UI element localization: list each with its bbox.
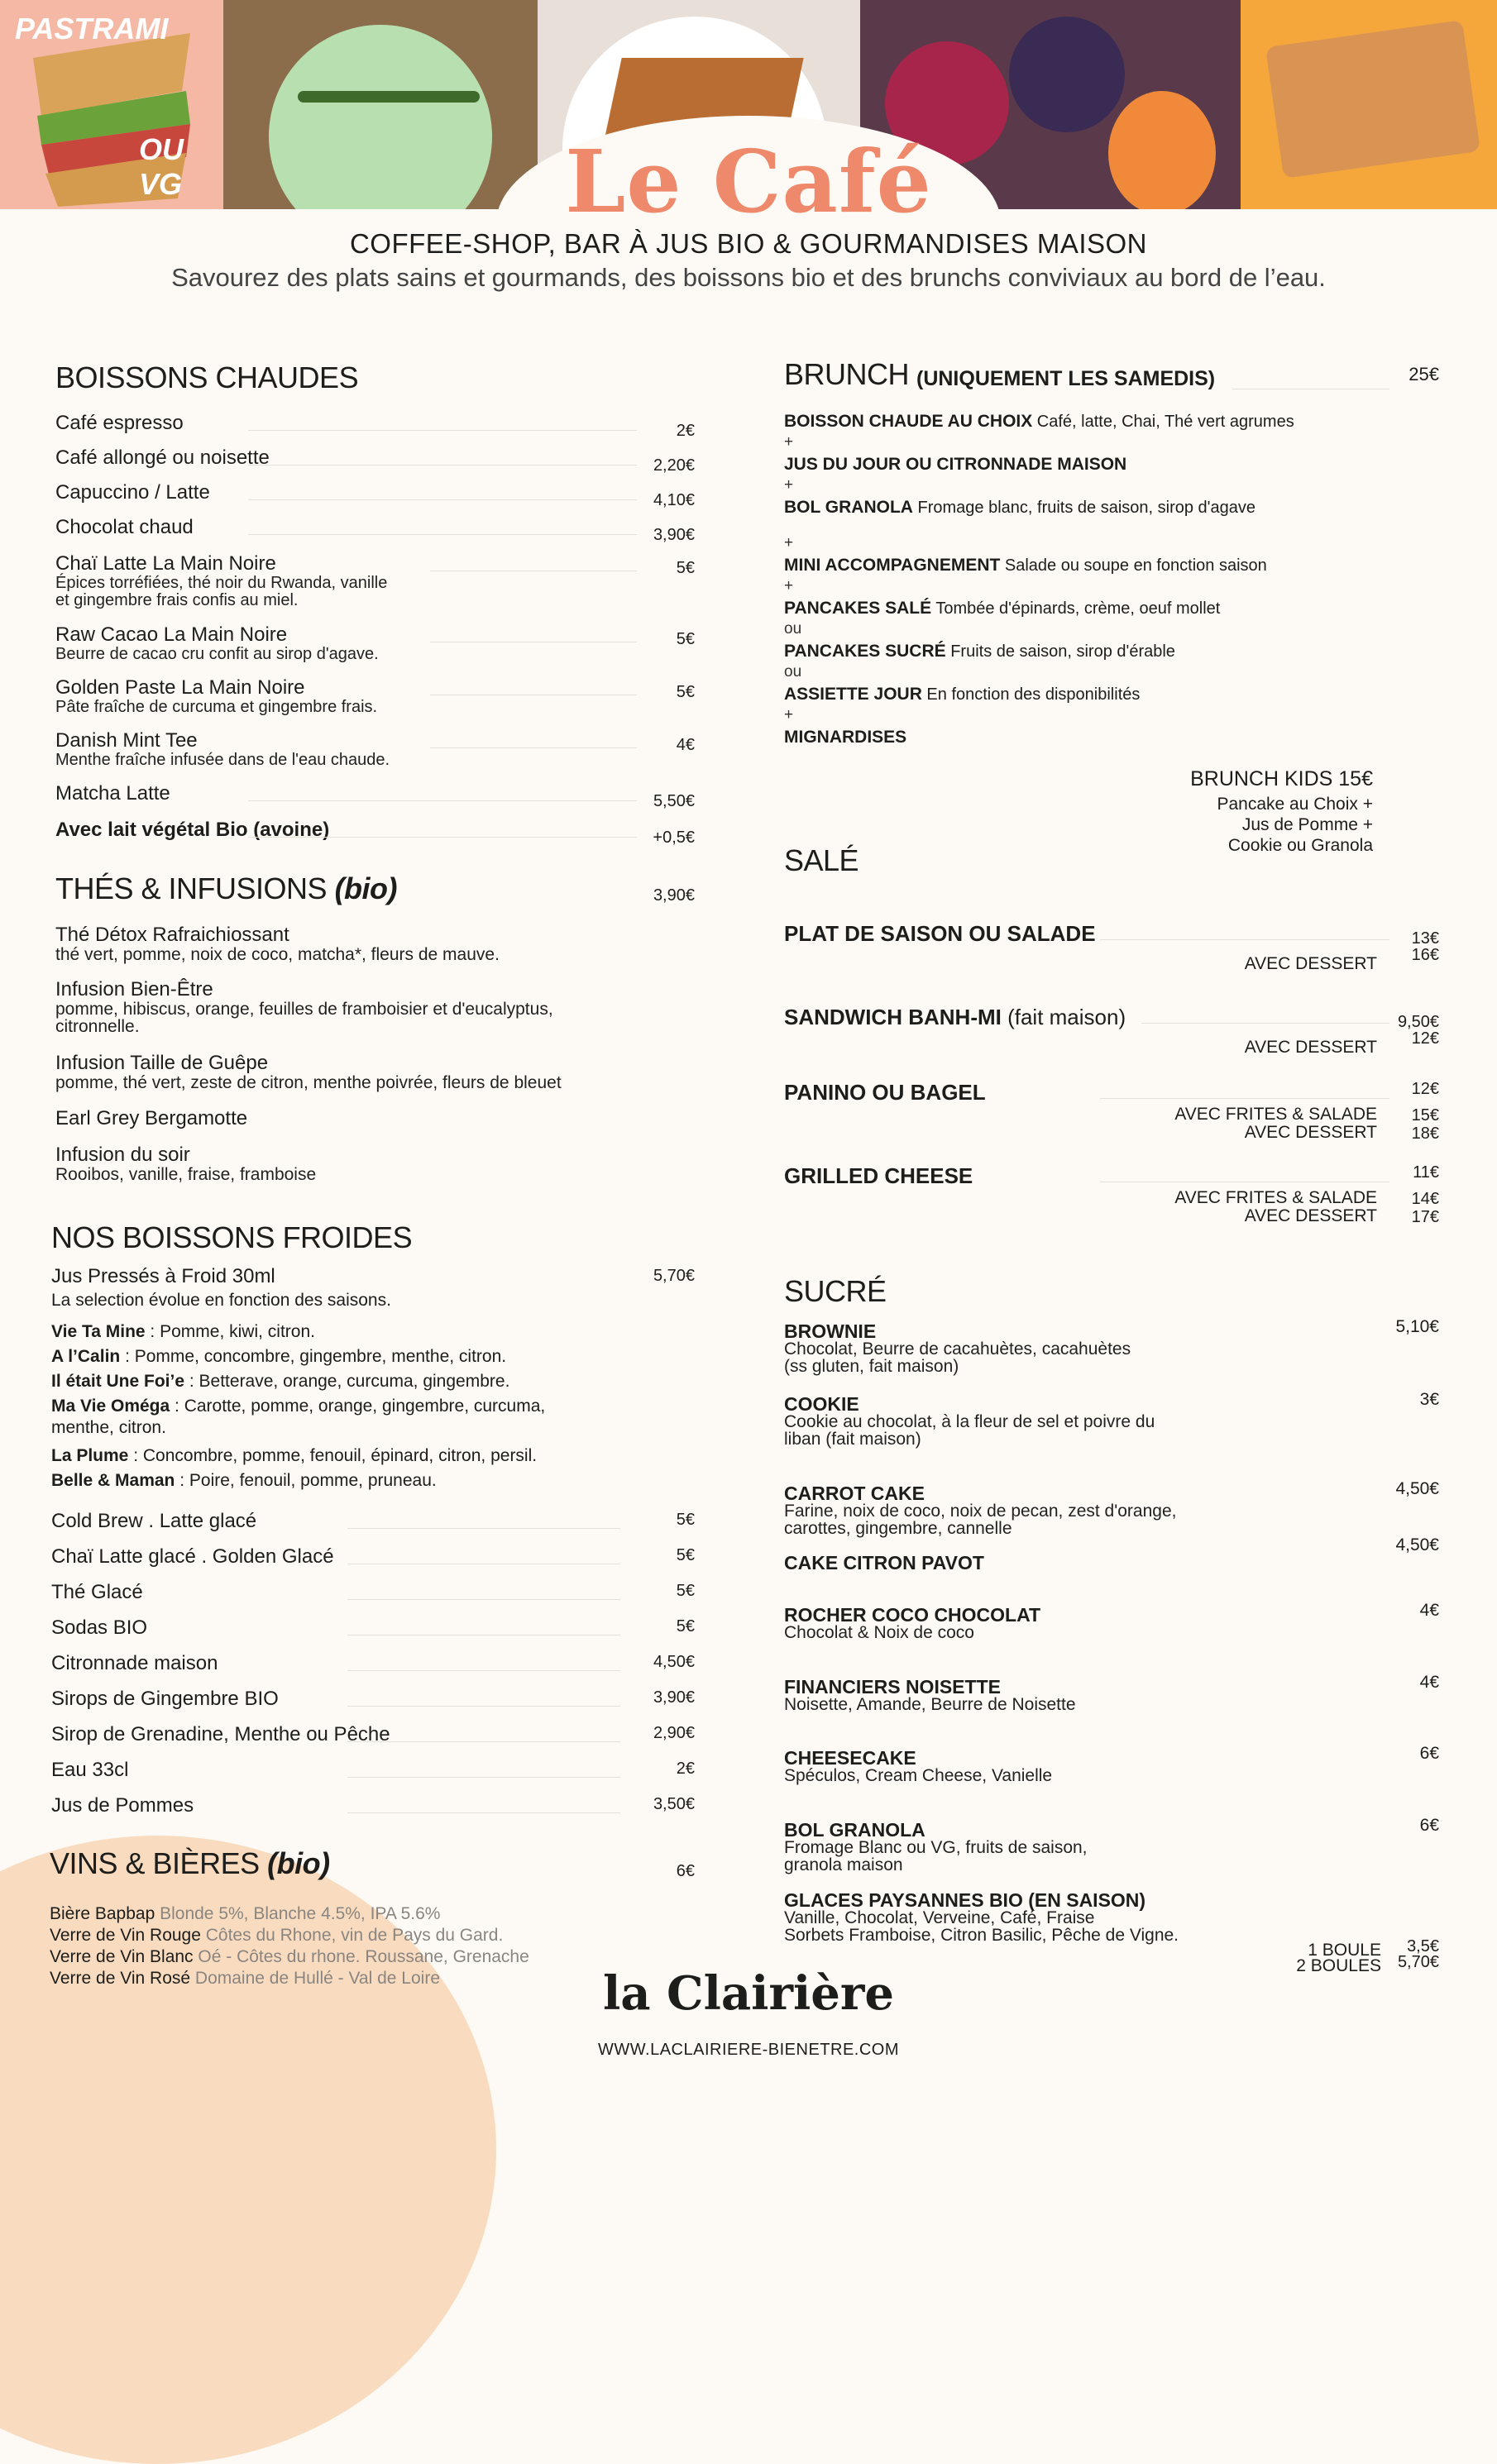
- sucre-item-name: CARROT CAKE: [784, 1483, 925, 1504]
- cold-item-name: Eau 33cl: [51, 1759, 129, 1781]
- sucre-item-name: CAKE CITRON PAVOT: [784, 1552, 984, 1573]
- sale-item-name: PLAT DE SAISON OU SALADE: [784, 921, 1096, 946]
- brunch-separator: ou: [784, 663, 802, 680]
- juice-item-desc: : Carotte, pomme, orange, gingembre, curcuma, menthe, citron.: [51, 1397, 546, 1437]
- sale-item-name: PANINO OU BAGEL: [784, 1080, 986, 1105]
- teas-bio-label: (bio): [334, 871, 398, 905]
- sucre-item-price: 6€: [1419, 1744, 1439, 1763]
- sale-item-price: 9,50€: [1397, 1013, 1439, 1031]
- hot-item-name: Avec lait végétal Bio (avoine): [55, 819, 330, 841]
- cold-item-price: 5€: [676, 1582, 695, 1600]
- teas-price: 3,90€: [653, 886, 695, 905]
- brunch-line-name: PANCAKES SALÉ: [784, 599, 932, 618]
- hot-item-desc: Épices torréfiées, thé noir du Rwanda, vanille et gingembre frais confis au miel.: [55, 574, 388, 609]
- brunch-line-name: MINI ACCOMPAGNEMENT: [784, 556, 1001, 575]
- brunch-line-name: ASSIETTE JOUR: [784, 685, 922, 704]
- cold-item-name: Thé Glacé: [51, 1581, 143, 1603]
- tea-item-desc: pomme, hibiscus, orange, feuilles de framboisier et d'eucalyptus, citronnelle.: [55, 1000, 553, 1036]
- tea-item-name: Infusion Bien-Être: [55, 978, 213, 1000]
- brunch-line-name: BOISSON CHAUDE AU CHOIX: [784, 412, 1033, 431]
- brunch-line-name: PANCAKES SUCRÉ: [784, 642, 946, 661]
- tea-item-name: Thé Détox Rafraichiossant: [55, 924, 289, 946]
- juice-item-name: La Plume: [51, 1446, 129, 1465]
- cold-item-price: 4,50€: [653, 1653, 695, 1671]
- sucre-item-name: FINANCIERS NOISETTE: [784, 1676, 1001, 1698]
- sucre-item-desc: Cookie au chocolat, à la fleur de sel et poivre du liban (fait maison): [784, 1412, 1155, 1449]
- hot-item-name: Chocolat chaud: [55, 516, 194, 538]
- sale-heading: SALÉ: [784, 843, 859, 877]
- brunch-kids-line: Pancake au Choix +: [1217, 795, 1373, 814]
- hot-item-price: 2,20€: [653, 456, 695, 475]
- brunch-line: [784, 599, 1220, 618]
- hot-item-price: 5€: [676, 630, 695, 648]
- brunch-separator: +: [784, 534, 794, 552]
- sucre-item-price: 4,50€: [1395, 1535, 1439, 1554]
- juice-name: Jus Pressés à Froid 30ml: [51, 1265, 275, 1287]
- hot-item-price: +0,5€: [653, 828, 695, 847]
- sucre-item-desc: Chocolat & Noix de coco: [784, 1623, 974, 1642]
- cold-item-price: 5€: [676, 1546, 695, 1564]
- sale-item: [784, 1005, 1126, 1030]
- sale-item-price: 13€: [1411, 929, 1439, 948]
- sucre-item-desc: Chocolat, Beurre de cacahuètes, cacahuètes (ss gluten, fait maison): [784, 1339, 1131, 1376]
- sucre-item-price: 5,10€: [1395, 1317, 1439, 1336]
- sucre-item-price: 4,50€: [1395, 1479, 1439, 1498]
- juice-item: [51, 1321, 614, 1343]
- sucre-item-name: BOL GRANOLA: [784, 1819, 925, 1841]
- scoop-price: 5,70€: [1397, 1953, 1439, 1971]
- sale-item-name: GRILLED CHEESE: [784, 1163, 973, 1188]
- sucre-item-name: COOKIE: [784, 1393, 859, 1415]
- juice-item-name: Il était Une Foi’e: [51, 1372, 185, 1391]
- sucre-item-price: 4€: [1419, 1673, 1439, 1692]
- wine-item-desc: Domaine de Hullé - Val de Loire: [190, 1969, 440, 1988]
- wine-item-name: Verre de Vin Blanc: [50, 1947, 194, 1966]
- wine-item-name: Bière Bapbap: [50, 1904, 155, 1923]
- brunch-separator: ou: [784, 620, 802, 637]
- sale-item-price: 18€: [1411, 1125, 1439, 1143]
- wine-item-name: Verre de Vin Rosé: [50, 1969, 191, 1988]
- cold-item-price: 2€: [676, 1760, 695, 1778]
- wine-item-name: Verre de Vin Rouge: [50, 1926, 201, 1945]
- hot-item-name: Café allongé ou noisette: [55, 446, 270, 469]
- sale-item-price: 17€: [1411, 1208, 1439, 1226]
- hot-item-price: 4,10€: [653, 491, 695, 509]
- brunch-line: [784, 685, 1140, 704]
- wines-price: 6€: [676, 1862, 695, 1880]
- hot-item-price: 3,90€: [653, 526, 695, 544]
- sale-item-option: AVEC DESSERT: [1244, 1123, 1377, 1142]
- wine-item-desc: Blonde 5%, Blanche 4.5%, IPA 5.6%: [155, 1904, 441, 1923]
- wine-item: [50, 1904, 440, 1924]
- sale-item: [784, 1080, 986, 1105]
- cold-item-name: Chaï Latte glacé . Golden Glacé: [51, 1545, 334, 1568]
- wine-item: [50, 1969, 440, 1989]
- juice-item-desc: : Poire, fenouil, pomme, pruneau.: [175, 1471, 437, 1490]
- wines-heading: VINS & BIÈRES (bio): [50, 1846, 330, 1880]
- cold-item-price: 5€: [676, 1511, 695, 1529]
- cold-item-name: Sodas BIO: [51, 1616, 148, 1639]
- sale-item-option: AVEC FRITES & SALADE: [1174, 1105, 1377, 1124]
- sale-item-option: AVEC DESSERT: [1244, 1038, 1377, 1057]
- wine-item: [50, 1947, 529, 1967]
- sale-item-price: 16€: [1411, 946, 1439, 964]
- cold-item-price: 3,50€: [653, 1795, 695, 1813]
- brunch-line-desc: Tombée d'épinards, crème, oeuf mollet: [931, 599, 1221, 618]
- juice-item-desc: : Pomme, concombre, gingembre, menthe, citron.: [120, 1347, 507, 1366]
- juice-item-desc: : Betterave, orange, curcuma, gingembre.: [184, 1372, 510, 1391]
- juice-item-name: Vie Ta Mine: [51, 1322, 146, 1341]
- sale-item-option: AVEC FRITES & SALADE: [1174, 1188, 1377, 1207]
- juice-item-desc: : Concombre, pomme, fenouil, épinard, citron, persil.: [128, 1446, 538, 1465]
- sucre-item-price: 4€: [1419, 1601, 1439, 1620]
- sale-item-price: 15€: [1411, 1106, 1439, 1125]
- sucre-item-desc: Fromage Blanc ou VG, fruits de saison, granola maison: [784, 1838, 1088, 1874]
- cold-item-name: Sirops de Gingembre BIO: [51, 1688, 279, 1710]
- sale-item: [784, 921, 1096, 947]
- sucre-item-desc: Farine, noix de coco, noix de pecan, zest d'orange, carottes, gingembre, cannelle: [784, 1502, 1177, 1538]
- hot-item-name: Capuccino / Latte: [55, 481, 210, 504]
- brunch-line-desc: En fonction des disponibilités: [921, 685, 1141, 704]
- juice-desc: La selection évolue en fonction des saisons.: [51, 1291, 391, 1310]
- brunch-line-desc: Salade ou soupe en fonction saison: [1000, 556, 1267, 575]
- scoop-price: 3,5€: [1407, 1937, 1439, 1955]
- brunch-kids-line: Cookie ou Granola: [1227, 836, 1373, 855]
- badge-bottom-text: OU VG: [139, 132, 184, 201]
- cold-item-price: 3,90€: [653, 1688, 695, 1707]
- sale-item-price: 14€: [1411, 1190, 1439, 1208]
- brunch-price: 25€: [1409, 364, 1439, 384]
- cold-item-name: Cold Brew . Latte glacé: [51, 1510, 257, 1532]
- sale-item-option: AVEC DESSERT: [1244, 954, 1377, 973]
- juice-item-name: Ma Vie Oméga: [51, 1397, 170, 1416]
- juice-item: [51, 1396, 614, 1439]
- sale-item-price: 11€: [1413, 1163, 1439, 1182]
- sale-item-extra: (fait maison): [1001, 1005, 1126, 1029]
- brunch-line: [784, 642, 1175, 661]
- sale-item-option: AVEC DESSERT: [1244, 1206, 1377, 1225]
- scoop-label: 1 BOULE: [1308, 1941, 1381, 1960]
- brunch-line-name: MIGNARDISES: [784, 728, 907, 747]
- sucre-heading: SUCRÉ: [784, 1274, 887, 1308]
- sucre-item-name: CHEESECAKE: [784, 1747, 916, 1769]
- hot-item-price: 5€: [676, 683, 695, 701]
- sucre-item-price: 3€: [1419, 1390, 1439, 1409]
- tea-item-desc: Rooibos, vanille, fraise, framboise: [55, 1165, 317, 1184]
- sucre-item-desc: Spéculos, Cream Cheese, Vanielle: [784, 1766, 1053, 1785]
- scoop-label: 2 BOULES: [1296, 1956, 1381, 1975]
- brunch-note: (UNIQUEMENT LES SAMEDIS): [916, 367, 1216, 390]
- tea-item-desc: pomme, thé vert, zeste de citron, menthe poivrée, fleurs de bleuet: [55, 1073, 562, 1092]
- tea-item-name: Infusion du soir: [55, 1144, 190, 1166]
- hot-drinks-heading: BOISSONS CHAUDES: [55, 361, 359, 394]
- hot-item-desc: Pâte fraîche de curcuma et gingembre frais.: [55, 698, 378, 716]
- sucre-item-desc: Noisette, Amande, Beurre de Noisette: [784, 1695, 1076, 1714]
- brunch-separator: +: [784, 706, 794, 723]
- cold-item-price: 2,90€: [653, 1724, 695, 1742]
- wines-bio-label: (bio): [267, 1846, 330, 1880]
- juice-item-name: Belle & Maman: [51, 1471, 175, 1490]
- tagline: Savourez des plats sains et gourmands, des boissons bio et des brunchs conviviaux au bord de l’eau.: [171, 263, 1326, 292]
- sucre-item-name: BROWNIE: [784, 1320, 877, 1342]
- tea-item-desc: thé vert, pomme, noix de coco, matcha*, fleurs de mauve.: [55, 945, 500, 964]
- brunch-separator: +: [784, 433, 794, 451]
- cold-item-name: Citronnade maison: [51, 1652, 218, 1674]
- hot-item-name: Golden Paste La Main Noire: [55, 676, 305, 699]
- hot-item-name: Café espresso: [55, 412, 184, 434]
- brunch-line: [784, 556, 1267, 575]
- juice-item: [51, 1346, 614, 1368]
- juice-item-name: A l’Calin: [51, 1347, 121, 1366]
- brunch-line-desc: Fruits de saison, sirop d'érable: [945, 642, 1175, 661]
- tea-item-name: Earl Grey Bergamotte: [55, 1107, 248, 1129]
- teas-heading: THÉS & INFUSIONS (bio): [55, 871, 398, 905]
- brunch-kids-line: Jus de Pomme +: [1241, 815, 1373, 834]
- juice-item: [51, 1371, 614, 1392]
- juice-price: 5,70€: [653, 1267, 695, 1285]
- wine-item-desc: Côtes du Rhone, vin de Pays du Gard.: [200, 1926, 504, 1945]
- hot-item-price: 4€: [676, 736, 695, 754]
- sucre-item-price: 6€: [1419, 1816, 1439, 1835]
- footer-website[interactable]: WWW.LACLAIRIERE-BIENETRE.COM: [597, 2041, 900, 2059]
- sale-item-price: 12€: [1411, 1080, 1439, 1098]
- brunch-line: [784, 412, 1294, 432]
- badge-top-text: PASTRAMI: [15, 12, 169, 45]
- brunch-line-name: BOL GRANOLA: [784, 498, 913, 517]
- cold-item-name: Sirop de Grenadine, Menthe ou Pêche: [51, 1723, 390, 1745]
- brunch-separator: +: [784, 577, 794, 595]
- sucre-item-name: ROCHER COCO CHOCOLAT: [784, 1604, 1041, 1626]
- hot-item-price: 5,50€: [653, 792, 695, 810]
- cold-item-price: 5€: [676, 1617, 695, 1636]
- brunch-separator: +: [784, 476, 794, 494]
- hot-item-desc: Beurre de cacao cru confit au sirop d'agave.: [55, 645, 379, 663]
- sale-item-name: SANDWICH BANH-MI: [784, 1005, 1002, 1029]
- hot-item-name: Chaï Latte La Main Noire: [55, 552, 276, 575]
- brunch-kids-title: BRUNCH KIDS 15€: [1190, 767, 1373, 790]
- hot-item-name: Matcha Latte: [55, 782, 170, 805]
- hot-item-price: 5€: [676, 559, 695, 577]
- sucre-item-name: GLACES PAYSANNES BIO (EN SAISON): [784, 1889, 1146, 1911]
- hot-item-price: 2€: [676, 422, 695, 440]
- subtitle: COFFEE-SHOP, BAR À JUS BIO & GOURMANDISES MAISON: [349, 228, 1148, 259]
- cold-drinks-heading: NOS BOISSONS FROIDES: [51, 1220, 413, 1254]
- brunch-line: [784, 498, 1255, 518]
- sale-item-price: 12€: [1411, 1029, 1439, 1048]
- brunch-line: [784, 728, 906, 747]
- brunch-line: [784, 455, 1126, 475]
- hot-item-name: Danish Mint Tee: [55, 729, 198, 752]
- wine-item-desc: Oé - Côtes du rhone. Roussane, Grenache: [193, 1947, 529, 1966]
- tea-item-name: Infusion Taille de Guêpe: [55, 1052, 269, 1074]
- juice-item: [51, 1445, 614, 1467]
- hot-item-name: Raw Cacao La Main Noire: [55, 623, 288, 646]
- brunch-heading: BRUNCH: [784, 357, 910, 391]
- hot-item-desc: Menthe fraîche infusée dans de l'eau chaude.: [55, 751, 390, 769]
- juice-item: [51, 1470, 614, 1492]
- cold-item-name: Jus de Pommes: [51, 1794, 194, 1817]
- wine-item: [50, 1926, 503, 1946]
- sale-item: [784, 1163, 973, 1189]
- brunch-line-desc: Fromage blanc, fruits de saison, sirop d'agave: [912, 499, 1255, 517]
- brunch-line-desc: Café, latte, Chai, Thé vert agrumes: [1032, 413, 1294, 431]
- juice-item-desc: : Pomme, kiwi, citron.: [145, 1322, 315, 1341]
- sucre-item-desc: Vanille, Chocolat, Verveine, Café, Fraise Sorbets Framboise, Citron Basilic, Pêche de Vigne.: [784, 1908, 1179, 1945]
- brunch-line-name: JUS DU JOUR OU CITRONNADE MAISON: [784, 455, 1127, 474]
- page-title: Le Café: [565, 131, 932, 232]
- footer-logo: la Clairière: [603, 1966, 894, 2021]
